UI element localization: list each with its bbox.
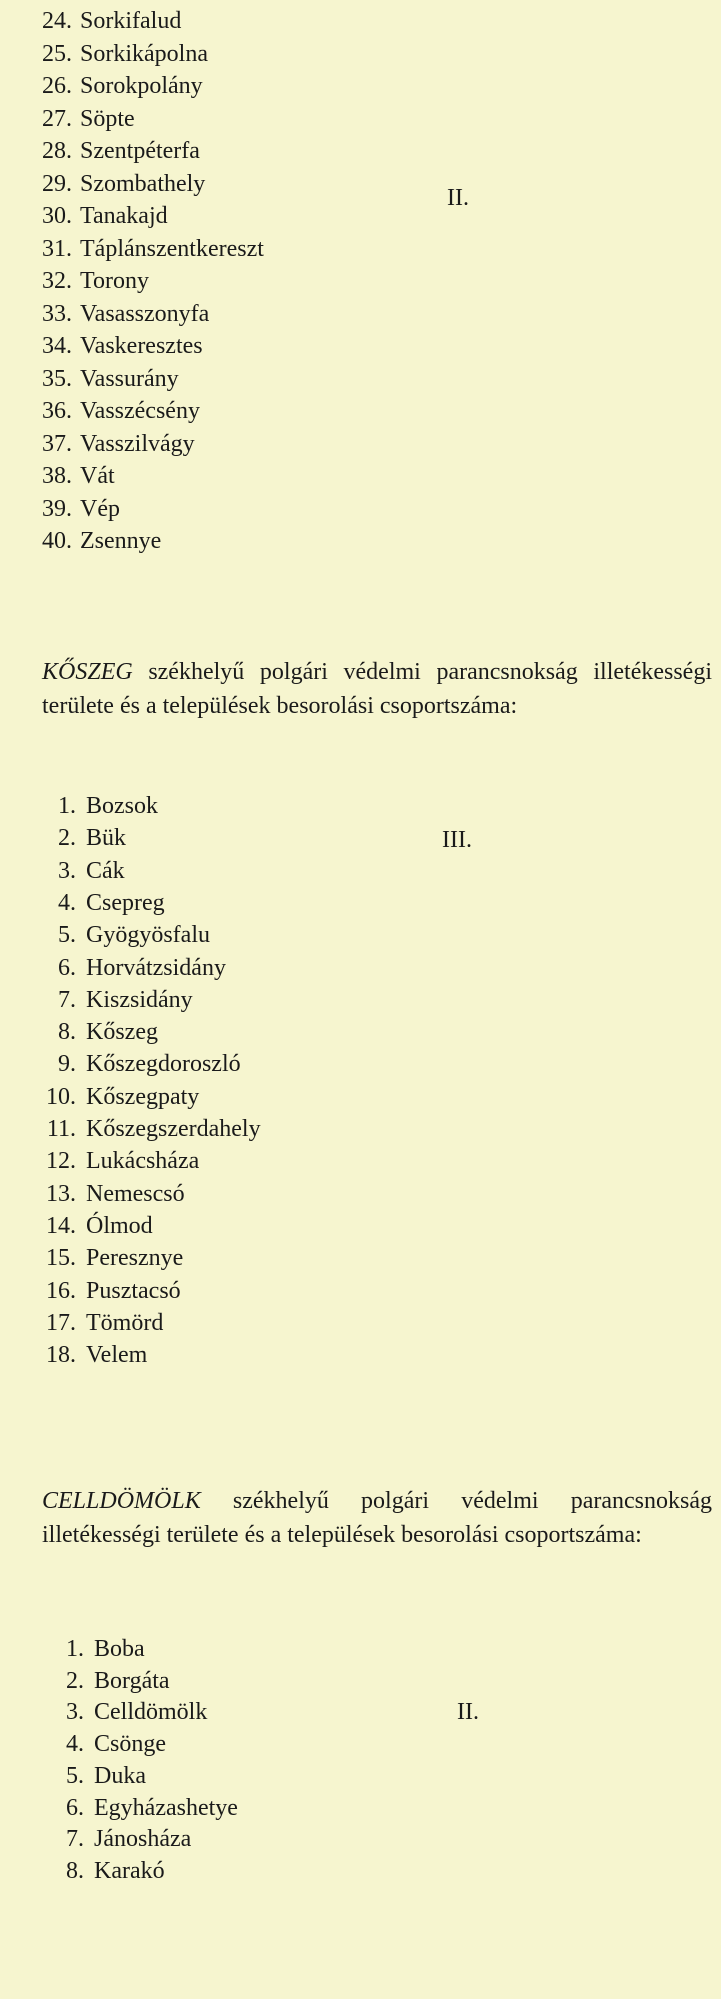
heading-text: székhelyű polgári védelmi parancsnokság illetékességi területe és a települések besorolási csoportszáma: (42, 659, 712, 719)
item-name: Csepreg (86, 889, 165, 916)
category-label: II. (447, 185, 469, 211)
item-number: 12. (46, 1148, 76, 1175)
item-number: 6. (58, 954, 76, 981)
item-name: Vát (80, 463, 115, 489)
item-name: Sorkifalud (80, 8, 182, 34)
item-name: Bozsok (86, 793, 158, 819)
item-name: Ólmod (86, 1212, 153, 1239)
item-name: Pusztacsó (86, 1277, 181, 1304)
item-name: Vasszécsény (80, 398, 200, 424)
item-number: 5. (66, 1762, 84, 1789)
item-number: 8. (58, 1019, 76, 1046)
item-number: 36. (42, 398, 72, 424)
category-label: II. (457, 1699, 479, 1725)
item-name: Kőszegdoroszló (86, 1051, 241, 1078)
item-name: Táplánszentkereszt (80, 235, 264, 262)
item-name: Csönge (94, 1731, 166, 1758)
item-number: 9. (58, 1051, 76, 1078)
item-name: Kőszeg (86, 1019, 158, 1046)
item-name: Tömörd (86, 1309, 164, 1336)
item-name: Söpte (80, 105, 135, 132)
city-name: KŐSZEG (42, 659, 133, 685)
item-number: 5. (58, 922, 76, 949)
item-name: Vép (80, 495, 120, 522)
item-name: Sorokpolány (80, 73, 203, 99)
item-number: 13. (46, 1180, 76, 1207)
item-name: Vasasszonyfa (80, 300, 210, 327)
item-name: Bük (86, 825, 127, 852)
item-number: 2. (66, 1667, 84, 1694)
item-number: 15. (46, 1245, 76, 1272)
item-name: Vasszilvágy (80, 430, 195, 457)
item-name: Borgáta (94, 1667, 170, 1694)
item-number: 10. (46, 1083, 76, 1110)
item-number: 31. (42, 235, 72, 262)
item-name: Szombathely (80, 170, 206, 197)
item-number: 1. (58, 793, 76, 819)
item-name: Cák (86, 857, 125, 884)
item-name: Vassurány (80, 365, 179, 392)
item-name: Kőszegszerdahely (86, 1116, 261, 1142)
item-number: 26. (42, 73, 72, 99)
item-name: Jánosháza (94, 1826, 192, 1853)
item-name: Szentpéterfa (80, 138, 200, 164)
item-number: 3. (66, 1699, 84, 1726)
item-name: Karakó (94, 1857, 165, 1884)
item-number: 3. (58, 857, 76, 884)
item-number: 6. (66, 1794, 84, 1821)
item-name: Torony (80, 268, 149, 294)
item-number: 38. (42, 463, 72, 489)
item-number: 2. (58, 825, 76, 852)
item-number: 7. (58, 986, 76, 1013)
item-number: 37. (42, 430, 72, 457)
item-name: Gyögyösfalu (86, 922, 210, 949)
city-name: CELLDÖMÖLK (42, 1488, 201, 1514)
item-name: Egyházashetye (94, 1794, 238, 1821)
item-number: 1. (66, 1636, 84, 1662)
item-name: Vaskeresztes (80, 333, 203, 359)
item-name: Velem (86, 1342, 148, 1369)
item-number: 24. (42, 8, 72, 34)
item-name: Boba (94, 1636, 145, 1662)
item-name: Peresznye (86, 1245, 184, 1272)
item-number: 34. (42, 333, 72, 359)
item-name: Sorkikápolna (80, 40, 208, 67)
celldomolk-heading (42, 1484, 712, 1552)
item-number: 7. (66, 1826, 84, 1853)
item-name: Kiszsidány (86, 986, 193, 1013)
item-name: Duka (94, 1762, 146, 1789)
item-number: 8. (66, 1857, 84, 1884)
item-name: Celldömölk (94, 1699, 208, 1726)
item-number: 27. (42, 105, 72, 132)
item-number: 39. (42, 495, 72, 522)
item-number: 30. (42, 203, 72, 229)
item-number: 4. (58, 889, 76, 916)
item-name: Zsennye (80, 528, 162, 554)
item-number: 40. (42, 528, 72, 554)
item-number: 17. (46, 1309, 76, 1336)
item-number: 14. (46, 1212, 76, 1239)
item-number: 16. (46, 1277, 76, 1304)
item-number: 33. (42, 300, 72, 327)
heading-text: székhelyű polgári védelmi parancsnokság illetékességi területe és a települések besorolási csoportszáma: (42, 1488, 712, 1548)
koszeg-heading (42, 655, 712, 723)
category-label: III. (442, 827, 472, 853)
item-number: 35. (42, 365, 72, 392)
item-name: Tanakajd (80, 203, 168, 229)
item-name: Kőszegpaty (86, 1083, 200, 1110)
item-number: 11. (46, 1116, 76, 1142)
item-name: Horvátzsidány (86, 954, 226, 981)
item-number: 32. (42, 268, 72, 294)
item-name: Nemescsó (86, 1180, 185, 1207)
item-number: 4. (66, 1731, 84, 1758)
item-number: 18. (46, 1342, 76, 1369)
item-number: 25. (42, 40, 72, 67)
item-number: 29. (42, 170, 72, 197)
item-number: 28. (42, 138, 72, 164)
item-name: Lukácsháza (86, 1148, 200, 1175)
